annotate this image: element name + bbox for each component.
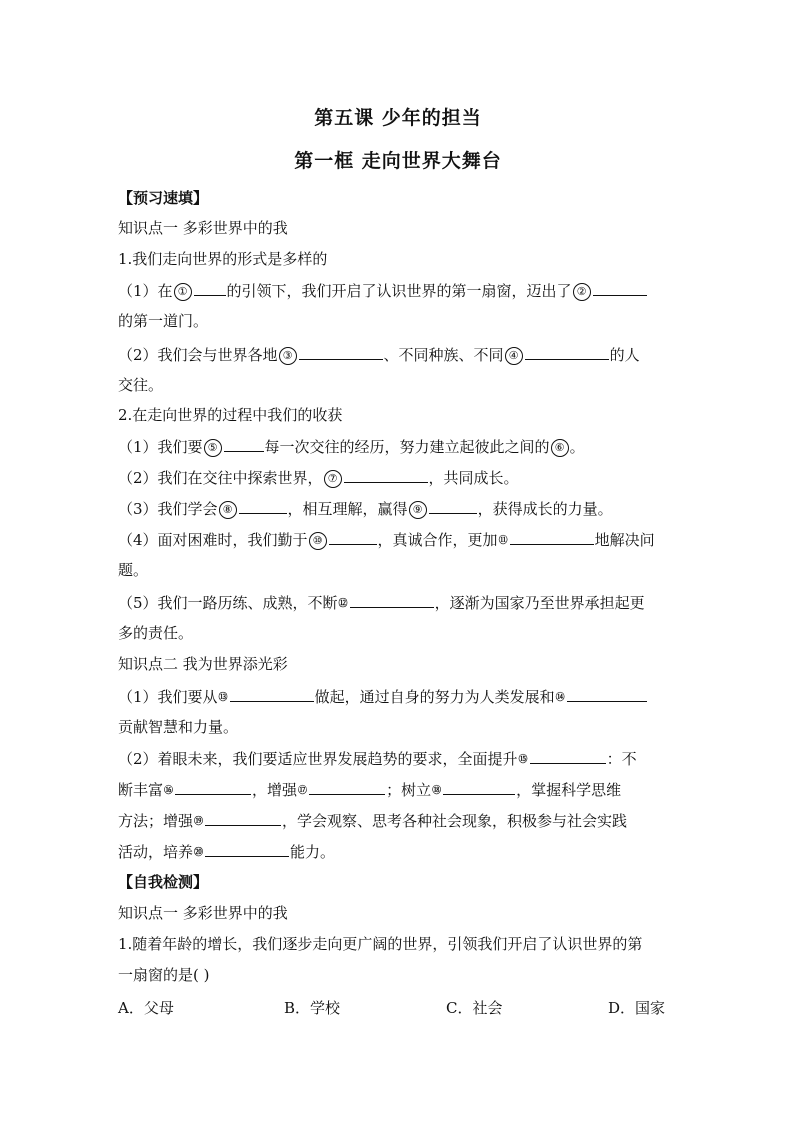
preview-heading: 【预习速填】 xyxy=(118,189,209,207)
option-d[interactable]: D．国家 xyxy=(608,999,666,1017)
fill-blank[interactable] xyxy=(567,686,647,702)
blank-number-19: ⑲ xyxy=(194,817,204,827)
knowledge-point-1: 知识点一 多彩世界中的我 xyxy=(118,219,288,237)
blank-number-10: ⑩ xyxy=(309,532,327,550)
question-1-cont: 一扇窗的是( ) xyxy=(118,966,210,984)
blank-number-14: ⑭ xyxy=(555,693,565,703)
blank-number-2: ② xyxy=(573,283,591,301)
kp2-item-2-cont3: 活动，培养⑳ 能力。 xyxy=(118,843,336,861)
blank-number-5: ⑤ xyxy=(204,439,222,457)
fill-blank[interactable] xyxy=(224,436,264,452)
item-1-heading: 1.我们走向世界的形式是多样的 xyxy=(118,250,328,268)
blank-number-15: ⑮ xyxy=(518,755,528,765)
blank-number-20: ⑳ xyxy=(194,848,204,858)
fill-blank[interactable] xyxy=(205,810,281,826)
lesson-title: 第五课 少年的担当 xyxy=(314,107,482,129)
blank-number-17: ⑰ xyxy=(298,786,308,796)
item-1-2-cont: 交往。 xyxy=(118,376,164,394)
option-c[interactable]: C．社会 xyxy=(446,999,503,1017)
section-title: 第一框 走向世界大舞台 xyxy=(294,150,502,172)
fill-blank[interactable] xyxy=(194,280,226,296)
blank-number-7: ⑦ xyxy=(324,470,342,488)
fill-blank[interactable] xyxy=(299,344,383,360)
kp2-item-1: （1）我们要从⑬ 做起，通过自身的努力为人类发展和⑭ xyxy=(118,686,678,708)
knowledge-point-3: 知识点一 多彩世界中的我 xyxy=(118,904,288,922)
blank-number-12: ⑫ xyxy=(338,599,348,609)
blank-number-16: ⑯ xyxy=(164,786,174,796)
item-1-2: （2）我们会与世界各地 ③ 、不同种族、不同 ④ 的人 xyxy=(118,346,640,364)
blank-number-4: ④ xyxy=(505,347,523,365)
option-b[interactable]: B．学校 xyxy=(284,999,341,1017)
item-2-4: （4）面对困难时，我们勤于 ⑩ ，真诚合作，更加⑪ 地解决问 xyxy=(118,531,655,549)
blank-number-9: ⑨ xyxy=(409,501,427,519)
item-2-4-cont: 题。 xyxy=(118,561,149,579)
blank-number-18: ⑱ xyxy=(432,786,442,796)
fill-blank[interactable] xyxy=(309,779,385,795)
blank-number-8: ⑧ xyxy=(219,501,237,519)
item-2-1: （1）我们要 ⑤ 每一次交往的经历，努力建立起彼此之间的 ⑥ 。 xyxy=(118,438,585,456)
fill-blank[interactable] xyxy=(593,280,647,296)
fill-blank[interactable] xyxy=(205,841,289,857)
blank-number-1: ① xyxy=(174,283,192,301)
fill-blank[interactable] xyxy=(329,529,377,545)
blank-number-11: ⑪ xyxy=(498,536,508,546)
item-2-heading: 2.在走向世界的过程中我们的收获 xyxy=(118,406,343,424)
item-2-2: （2）我们在交往中探索世界， ⑦ ，共同成长。 xyxy=(118,469,519,487)
item-1-1: （1）在 ① 的引领下，我们开启了认识世界的第一扇窗，迈出了 ② xyxy=(118,280,678,301)
kp2-item-2: （2）着眼未来，我们要适应世界发展趋势的要求，全面提升⑮ ：不 xyxy=(118,750,637,768)
fill-blank[interactable] xyxy=(429,498,477,514)
question-1: 1.随着年龄的增长，我们逐步走向更广阔的世界，引领我们开启了认识世界的第 xyxy=(118,935,643,953)
fill-blank[interactable] xyxy=(510,529,594,545)
fill-blank[interactable] xyxy=(525,344,609,360)
item-2-5-cont: 多的责任。 xyxy=(118,624,194,642)
fill-blank[interactable] xyxy=(344,467,428,483)
item-1-1-cont: 的第一道门。 xyxy=(118,312,209,330)
item-2-3: （3）我们学会 ⑧ ，相互理解，赢得 ⑨ ，获得成长的力量。 xyxy=(118,500,613,518)
knowledge-point-2: 知识点二 我为世界添光彩 xyxy=(118,655,288,673)
fill-blank[interactable] xyxy=(350,592,434,608)
item-2-5: （5）我们一路历练、成熟，不断⑫ ，逐渐为国家乃至世界承担起更 xyxy=(118,594,645,612)
blank-number-3: ③ xyxy=(279,347,297,365)
kp2-item-2-cont: 断丰富⑯ ，增强⑰ ；树立⑱ ，掌握科学思维 xyxy=(118,781,622,799)
fill-blank[interactable] xyxy=(443,779,515,795)
fill-blank[interactable] xyxy=(239,498,287,514)
blank-number-13: ⑬ xyxy=(218,693,228,703)
kp2-item-2-cont2: 方法；增强⑲ ，学会观察、思考各种社会现象，积极参与社会实践 xyxy=(118,812,628,830)
fill-blank[interactable] xyxy=(175,779,251,795)
kp2-item-1-cont: 贡献智慧和力量。 xyxy=(118,718,239,736)
self-check-heading: 【自我检测】 xyxy=(118,873,209,891)
blank-number-6: ⑥ xyxy=(551,439,569,457)
fill-blank[interactable] xyxy=(230,686,314,702)
fill-blank[interactable] xyxy=(530,748,606,764)
option-a[interactable]: A．父母 xyxy=(118,999,174,1017)
